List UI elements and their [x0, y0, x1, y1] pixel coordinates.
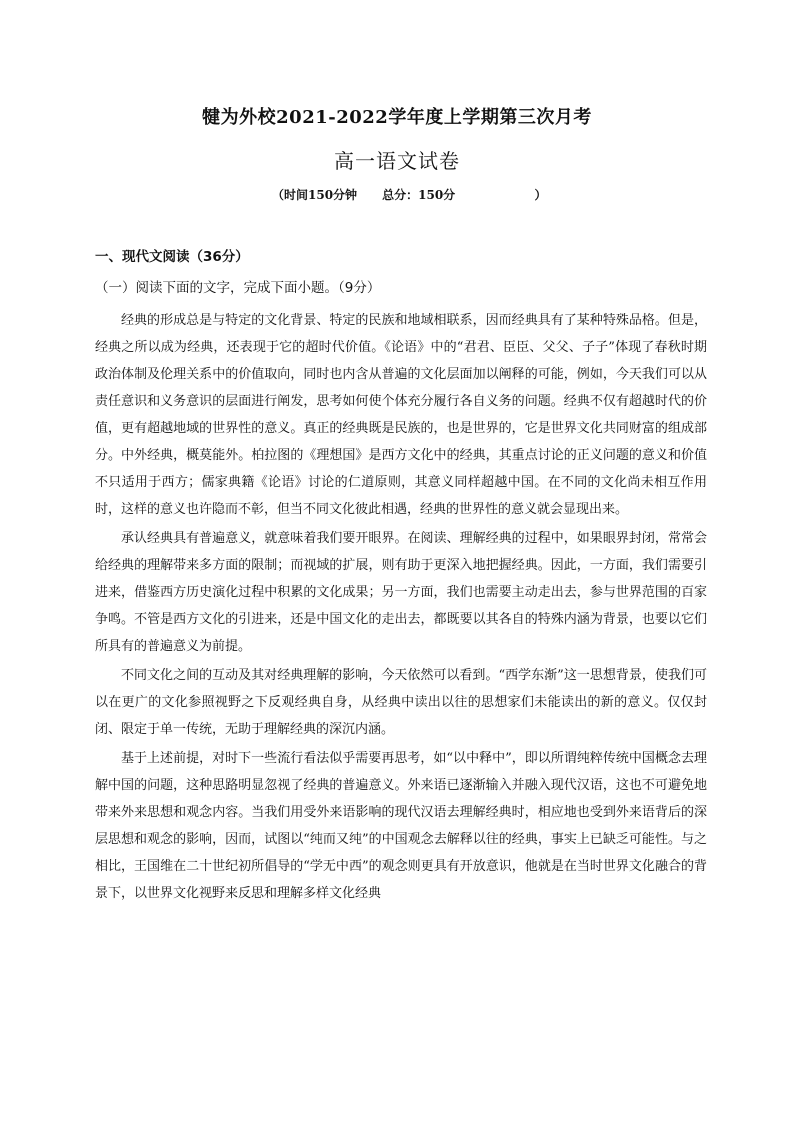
reading-instruction: （一）阅读下面的文字，完成下面小题。（9分）: [95, 280, 381, 296]
section-heading: 一、现代文阅读（36分）: [95, 249, 249, 265]
reading-passage: [95, 307, 707, 909]
passage-paragraph: 不同文化之间的互动及其对经典理解的影响，今天依然可以看到。“西学东渐”这一思想背景，使我们可以在更广的文化参照视野之下反观经典自身，从经典中读出以往的思想家们未能读出的新的意义。仅仅封闭、限定于单一传统，无助于理解经典的深沉内涵。: [95, 668, 707, 737]
passage-paragraph: 承认经典具有普遍意义，就意味着我们要开眼界。在阅读、理解经典的过程中，如果眼界封闭，常常会给经典的理解带来多方面的限制；而视域的扩展，则有助于更深入地把握经典。因此，一方面，我们需要引进来，借鉴西方历史演化过程中积累的文化成果；另一方面，我们也需要主动走出去，参与世界范围的百家争鸣。不管是西方文化的引进来，还是中国文化的走出去，都既要以其各自的特殊内涵为背景，也要以它们所具有的普遍意义为前提。: [95, 531, 707, 654]
passage-paragraph: 经典的形成总是与特定的文化背景、特定的民族和地域相联系，因而经典具有了某种特殊品格。但是，经典之所以成为经典，还表现于它的超时代价值。《论语》中的“君君、臣臣、父父、子子”体现了春秋时期政治体制及伦理关系中的价值取向，同时也内含从普遍的文化层面加以阐释的可能，例如，今天我们可以从责任意识和义务意识的层面进行阐发，思考如何使个体充分履行各自义务的问题。经典不仅有超越时代的价值，更有超越地域的世界性的意义。真正的经典既是民族的，也是世界的，它是世界文化共同财富的组成部分。中外经典，概莫能外。柏拉图的《理想国》是西方文化中的经典，其重点讨论的正义问题的意义和价值不只适用于西方；儒家典籍《论语》讨论的仁道原则，其意义同样超越中国。在不同的文化尚未相互作用时，这样的意义也许隐而不彰，但当不同文化彼此相遇，经典的世界性的意义就会显现出来。: [95, 313, 707, 517]
exam-time-score-info: （时间150分钟 总分：150分 ）: [272, 188, 547, 202]
exam-subtitle: 高一语文试卷: [334, 149, 460, 173]
exam-title: 犍为外校2021-2022学年度上学期第三次月考: [202, 107, 592, 128]
passage-paragraph: 基于上述前提，对时下一些流行看法似乎需要再思考，如“以中释中”，即以所谓纯粹传统中国概念去理解中国的问题，这种思路明显忽视了经典的普遍意义。外来语已逐渐输入并融入现代汉语，这也不可避免地带来外来思想和观念内容。当我们用受外来语影响的现代汉语去理解经典时，相应地也受到外来语背后的深层思想和观念的影响，因而，试图以“纯而又纯”的中国观念去解释以往的经典，事实上已缺乏可能性。与之相比，王国维在二十世纪初所倡导的“学无中西”的观念则更具有开放意识，他就是在当时世界文化融合的背景下，以世界文化视野来反思和理解多样文化经典: [95, 751, 707, 901]
